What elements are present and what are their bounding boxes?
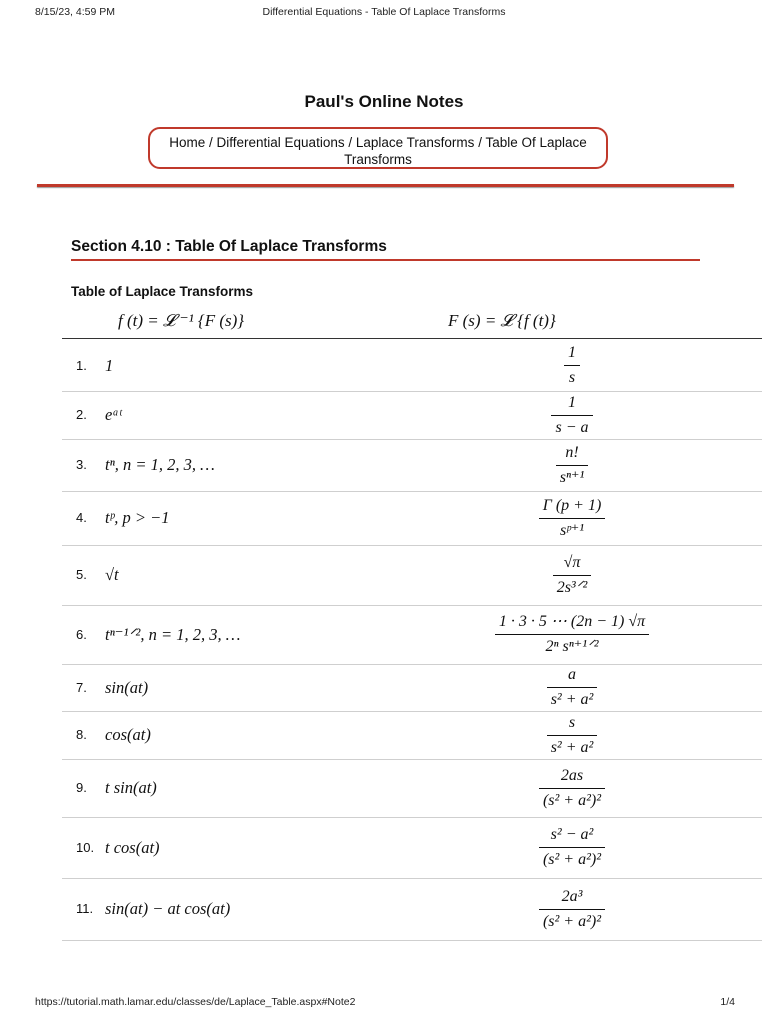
laplace-transform bbox=[402, 711, 742, 759]
row-number: 11. bbox=[76, 901, 94, 916]
breadcrumb bbox=[148, 127, 608, 169]
fraction-bar bbox=[539, 518, 606, 519]
fraction bbox=[551, 394, 592, 437]
table-caption: Table of Laplace Transforms bbox=[71, 284, 254, 299]
numerator: 1 bbox=[568, 393, 576, 411]
laplace-transform bbox=[402, 439, 742, 491]
denominator: s − a bbox=[555, 418, 589, 436]
fraction bbox=[547, 714, 598, 757]
table-header-rule bbox=[62, 338, 762, 339]
numerator: Γ (p + 1) bbox=[542, 496, 602, 514]
row-number: 8. bbox=[76, 727, 87, 742]
time-domain-function: tⁿ⁻¹ᐟ², n = 1, 2, 3, … bbox=[105, 625, 241, 644]
table-row bbox=[62, 664, 762, 712]
breadcrumb-differential-equations[interactable]: Differential Equations bbox=[216, 135, 345, 150]
row-number: 6. bbox=[76, 627, 87, 642]
numerator: √π bbox=[563, 553, 581, 571]
fraction-bar bbox=[556, 465, 589, 466]
laplace-transform bbox=[402, 391, 742, 439]
numerator: 2a³ bbox=[561, 887, 583, 905]
fraction bbox=[547, 666, 598, 709]
time-domain-function: tⁿ, n = 1, 2, 3, … bbox=[105, 455, 215, 474]
fraction-bar bbox=[539, 909, 605, 910]
fraction bbox=[539, 767, 605, 810]
denominator: s² + a² bbox=[550, 738, 594, 756]
fraction-bar bbox=[539, 847, 605, 848]
laplace-transform bbox=[402, 759, 742, 817]
table-row bbox=[62, 878, 762, 941]
section-divider bbox=[71, 259, 700, 261]
numerator: 1 · 3 · 5 ⋯ (2n − 1) √π bbox=[498, 613, 646, 630]
row-number: 4. bbox=[76, 510, 87, 525]
header-divider bbox=[37, 184, 734, 187]
print-footer bbox=[0, 996, 768, 1016]
numerator: n! bbox=[565, 443, 579, 461]
laplace-transform bbox=[402, 664, 742, 711]
time-domain-function: sin(at) bbox=[105, 678, 149, 697]
denominator: 2s³ᐟ² bbox=[556, 578, 588, 596]
laplace-transform bbox=[402, 817, 742, 878]
numerator: 1 bbox=[568, 344, 576, 361]
fraction-bar bbox=[547, 687, 598, 688]
fraction-bar bbox=[539, 788, 605, 789]
row-number: 5. bbox=[76, 567, 87, 582]
table-row bbox=[62, 391, 762, 440]
table-row bbox=[62, 605, 762, 665]
denominator: (s² + a²)² bbox=[542, 791, 602, 809]
fraction-bar bbox=[551, 415, 592, 416]
denominator: s² + a² bbox=[550, 691, 594, 708]
table-row bbox=[62, 817, 762, 879]
page-url: https://tutorial.math.lamar.edu/classes/de/Laplace_Table.aspx#Note2 bbox=[35, 996, 356, 1008]
numerator: s bbox=[568, 713, 576, 731]
breadcrumb-separator: / bbox=[478, 135, 486, 150]
laplace-transform bbox=[402, 545, 742, 605]
time-domain-function: 1 bbox=[105, 356, 114, 375]
time-domain-function: t cos(at) bbox=[105, 838, 160, 857]
breadcrumb-laplace-transforms[interactable]: Laplace Transforms bbox=[355, 135, 475, 150]
numerator: s² − a² bbox=[550, 826, 594, 843]
laplace-transform bbox=[402, 340, 742, 391]
fraction bbox=[553, 554, 592, 597]
row-number: 7. bbox=[76, 680, 87, 695]
table-row bbox=[62, 439, 762, 492]
time-domain-function: √t bbox=[105, 565, 119, 584]
breadcrumb-separator: / bbox=[348, 135, 356, 150]
table-row bbox=[62, 759, 762, 818]
fraction bbox=[539, 826, 605, 869]
time-domain-function: cos(at) bbox=[105, 725, 151, 744]
site-title[interactable]: Paul's Online Notes bbox=[304, 92, 464, 111]
column-header-ft: f (t) = 𝓛 ⁻¹ {F (s)} bbox=[118, 311, 245, 330]
fraction-bar bbox=[553, 575, 592, 576]
laplace-transform bbox=[402, 605, 742, 664]
table-row bbox=[62, 340, 762, 392]
fraction-bar bbox=[495, 634, 649, 635]
page-number: 1/4 bbox=[720, 996, 735, 1008]
row-number: 3. bbox=[76, 457, 87, 472]
section-title: Section 4.10 : Table Of Laplace Transforms bbox=[71, 238, 387, 255]
print-document-title: Differential Equations - Table Of Laplace Transforms bbox=[262, 6, 506, 18]
print-timestamp: 8/15/23, 4:59 PM bbox=[35, 6, 115, 18]
time-domain-function: t sin(at) bbox=[105, 778, 157, 797]
row-number: 2. bbox=[76, 407, 87, 422]
print-header bbox=[0, 0, 768, 20]
time-domain-function: tᵖ, p > −1 bbox=[105, 508, 170, 527]
breadcrumb-home[interactable]: Home bbox=[169, 135, 206, 150]
numerator: 2as bbox=[560, 766, 584, 784]
fraction bbox=[495, 613, 649, 656]
row-number: 1. bbox=[76, 358, 87, 373]
column-header-fs: F (s) = 𝓛 {f (t)} bbox=[448, 311, 556, 330]
row-number: 9. bbox=[76, 780, 87, 795]
table-row bbox=[62, 545, 762, 606]
fraction bbox=[556, 444, 589, 487]
denominator: sᵖ⁺¹ bbox=[560, 521, 584, 539]
fraction-bar bbox=[564, 365, 580, 366]
table-row bbox=[62, 711, 762, 760]
time-domain-function: eᵃᵗ bbox=[105, 405, 122, 424]
time-domain-function: sin(at) − at cos(at) bbox=[105, 899, 231, 918]
denominator: 2ⁿ sⁿ⁺¹ᐟ² bbox=[545, 638, 599, 655]
denominator: (s² + a²)² bbox=[542, 912, 602, 930]
fraction bbox=[539, 497, 606, 540]
laplace-transform bbox=[402, 878, 742, 940]
denominator: sⁿ⁺¹ bbox=[559, 468, 585, 486]
table-row bbox=[62, 491, 762, 546]
row-number: 10. bbox=[76, 840, 95, 855]
laplace-transform bbox=[402, 491, 742, 545]
fraction-bar bbox=[547, 735, 598, 736]
fraction bbox=[539, 888, 605, 931]
breadcrumb-separator: / bbox=[208, 135, 217, 150]
numerator: a bbox=[568, 666, 576, 683]
denominator: s bbox=[568, 369, 576, 386]
breadcrumb-table-of-laplace-transforms[interactable]: Table Of Laplace Transforms bbox=[344, 135, 587, 167]
denominator: (s² + a²)² bbox=[542, 851, 602, 868]
fraction bbox=[564, 344, 580, 387]
